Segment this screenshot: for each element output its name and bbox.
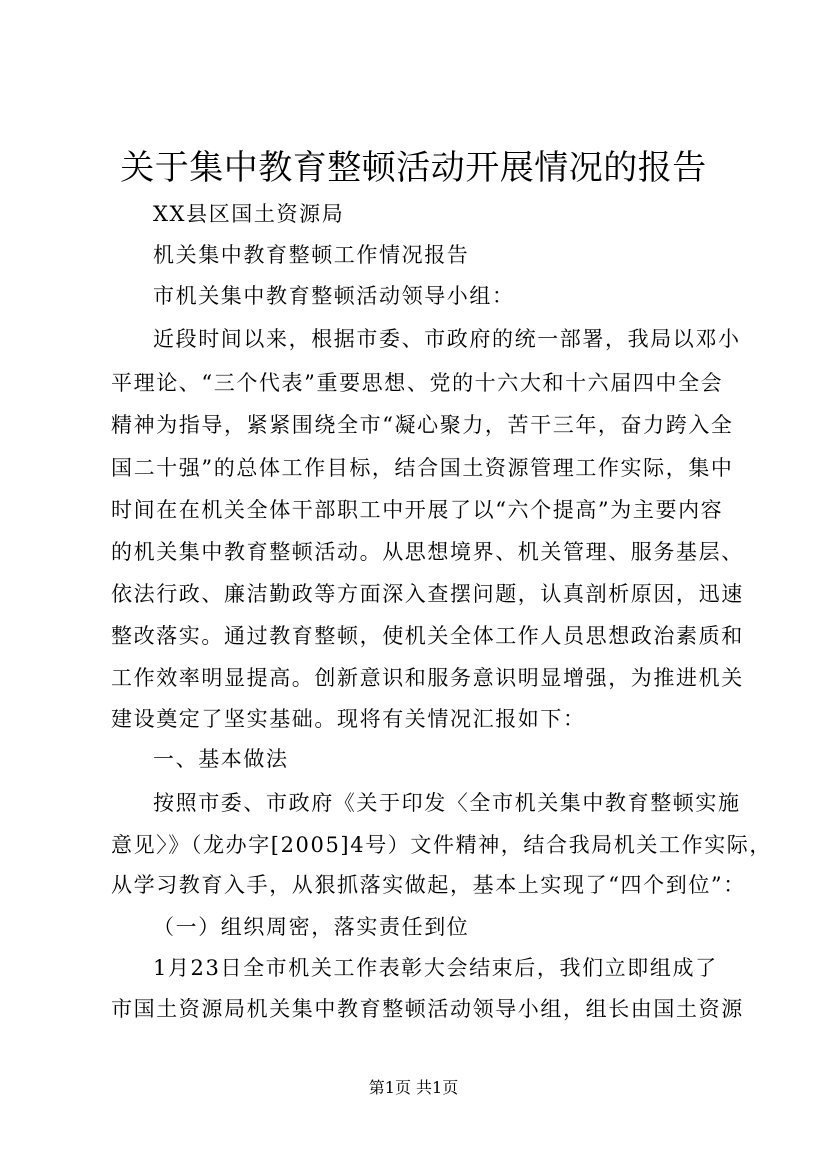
body-line: 依法行政、廉洁勤政等方面深入查摆问题，认真剖析原因，迅速 (111, 582, 744, 606)
subsection-heading: （一）组织周密，落实责任到位 (153, 915, 470, 939)
body-line: 时间在在机关全体干部职工中开展了以“六个提高”为主要内容 (111, 498, 724, 522)
document-title: 关于集中教育整顿活动开展情况的报告 (120, 148, 707, 188)
body-line: 从学习教育入手，从狠抓落实做起，基本上实现了“四个到位”： (111, 873, 746, 897)
body-line: 工作效率明显提高。创新意识和服务意识明显增强，为推进机关 (111, 666, 744, 690)
section-heading: 一、基本做法 (153, 747, 289, 771)
body-line: 整改落实。通过教育整顿，使机关全体工作人员思想政治素质和 (111, 624, 744, 648)
body-line: 市国土资源局机关集中教育整顿活动领导小组，组长由国土资源 (111, 997, 744, 1021)
body-line: XX县区国土资源局 (153, 202, 345, 226)
body-line: 市机关集中教育整顿活动领导小组： (153, 284, 515, 308)
body-line: 1月23日全市机关工作表彰大会结束后，我们立即组成了 (153, 956, 718, 980)
body-line: 国二十强”的总体工作目标，结合国土资源管理工作实际，集中 (111, 456, 734, 480)
body-line: 按照市委、市政府《关于印发〈全市机关集中教育整顿实施 (153, 791, 741, 815)
body-line: 机关集中教育整顿工作情况报告 (153, 243, 470, 267)
body-line: 的机关集中教育整顿活动。从思想境界、机关管理、服务基层、 (111, 540, 744, 564)
body-line: 平理论、“三个代表”重要思想、党的十六大和十六届四中全会 (111, 371, 724, 395)
body-line: 意见〉》（龙办字[2005]4号）文件精神，结合我局机关工作实际， (111, 833, 772, 857)
page-footer: 第1页 共1页 (368, 1078, 459, 1097)
body-line: 精神为指导，紧紧围绕全市“凝心聚力，苦干三年，奋力跨入全 (111, 413, 734, 437)
body-line: 近段时间以来，根据市委、市政府的统一部署，我局以邓小 (153, 327, 741, 351)
body-line: 建设奠定了坚实基础。现将有关情况汇报如下： (111, 707, 586, 731)
